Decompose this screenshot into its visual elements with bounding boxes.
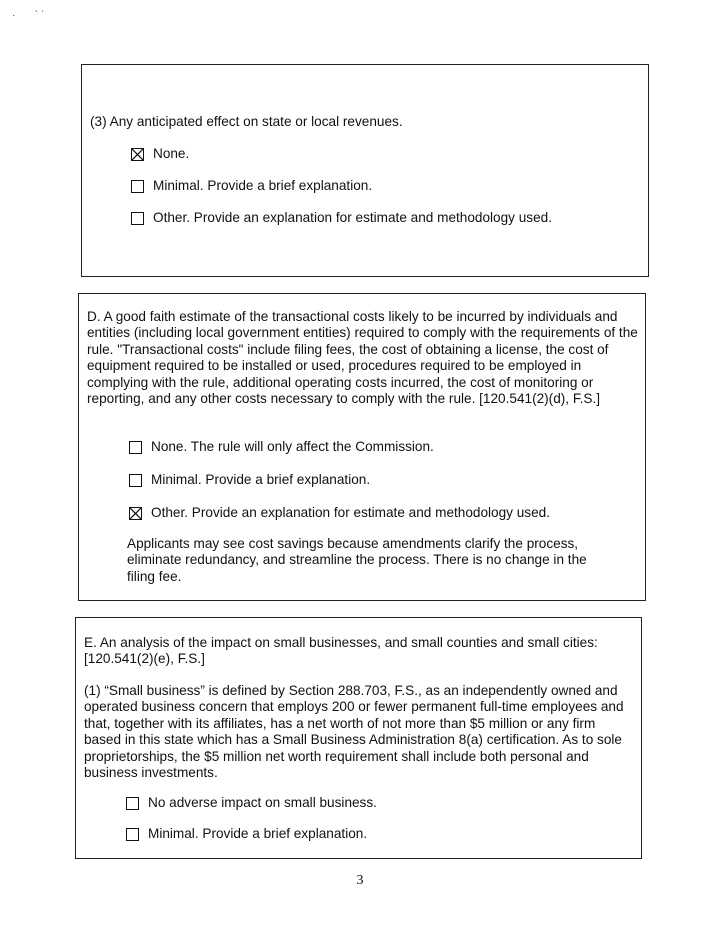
checkbox-unchecked[interactable]	[131, 212, 144, 225]
section-c3-heading: (3) Any anticipated effect on state or local revenues.	[90, 114, 403, 129]
option-label: Other. Provide an explanation for estimate and methodology used.	[153, 210, 552, 225]
section-d-intro: D. A good faith estimate of the transactional costs likely to be incurred by individuals and entities (including local government entities) required to comply with the requirements of the rule. "Transactional costs" include filing fees, the cost of obtaining a license, the cost of equipment required to be installed or used, procedures required to be employed in complying with the rule, additional operating costs incurred, the cost of monitoring or reporting, and any other costs necessary to comply with the rule. [120.541(2)(d), F.S.]	[87, 309, 638, 407]
option-label: Minimal. Provide a brief explanation.	[148, 826, 368, 841]
d-option-other[interactable]	[129, 505, 550, 521]
checkbox-unchecked[interactable]	[129, 441, 142, 454]
section-e-intro: E. An analysis of the impact on small businesses, and small counties and small cities: [120.541(2)(e), F.S.]	[84, 635, 598, 667]
option-label: No adverse impact on small business.	[148, 795, 377, 810]
scan-specks: · ˋ ˈ	[12, 10, 45, 21]
option-label: Minimal. Provide a brief explanation.	[153, 178, 373, 193]
option-label: None.	[153, 146, 190, 161]
checkbox-unchecked[interactable]	[126, 797, 139, 810]
section-c3-box	[81, 64, 649, 277]
checkbox-unchecked[interactable]	[126, 828, 139, 841]
c3-option-minimal[interactable]	[131, 178, 372, 194]
checkbox-unchecked[interactable]	[129, 474, 142, 487]
d-option-none[interactable]	[129, 439, 434, 455]
c3-option-none[interactable]	[131, 146, 189, 162]
c3-option-other[interactable]	[131, 210, 552, 226]
section-d-explanation: Applicants may see cost savings because amendments clarify the process, eliminate redundancy, and streamline the process. There is no change in the filing fee.	[127, 536, 587, 584]
checkbox-checked[interactable]	[129, 507, 142, 520]
option-label: Other. Provide an explanation for estimate and methodology used.	[151, 505, 550, 520]
e-option-minimal[interactable]	[126, 826, 367, 842]
checkbox-checked[interactable]	[131, 148, 144, 161]
e-option-no-adverse[interactable]	[126, 795, 377, 811]
page-number: 3	[356, 873, 364, 888]
d-option-minimal[interactable]	[129, 472, 370, 488]
option-label: None. The rule will only affect the Commission.	[151, 439, 434, 454]
option-label: Minimal. Provide a brief explanation.	[151, 472, 371, 487]
checkbox-unchecked[interactable]	[131, 180, 144, 193]
section-e-definition: (1) “Small business” is defined by Section 288.703, F.S., as an independently owned and operated business concern that employs 200 or fewer permanent full-time employees and that, together with its affiliates, has a net worth of not more than $5 million or any firm based in this state which has a Small Business Administration 8(a) certification. As to sole proprietorships, the $5 million net worth requirement shall include both personal and business investments.	[84, 683, 624, 781]
